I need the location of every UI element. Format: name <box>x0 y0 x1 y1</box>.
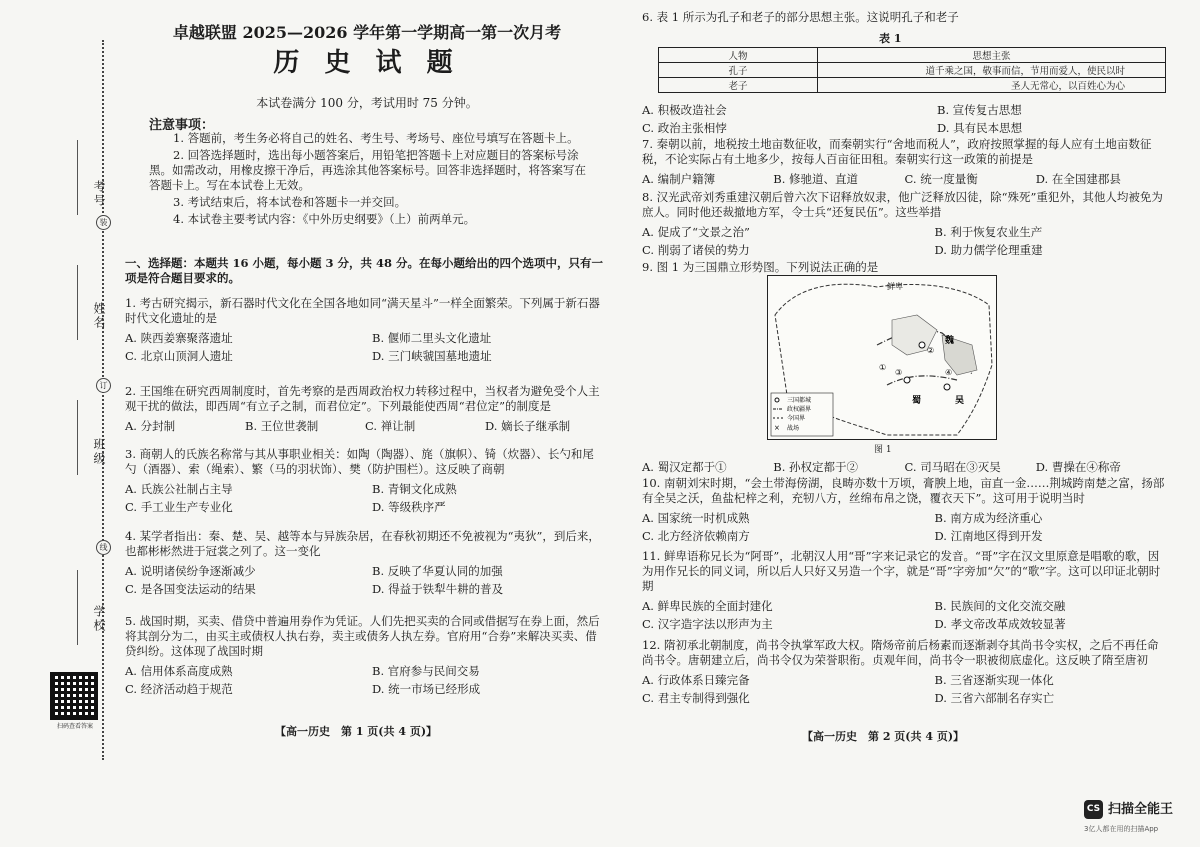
option-b[interactable]: B. 宣传复古思想 <box>937 103 1022 117</box>
notice-item: 2. 回答选择题时，选出每小题答案后，用铅笔把答题卡上对应题目的答案标号涂黑。如需改动，用橡皮擦干净后，再选涂其他答案标号。回答非选择题时，将答案写在答题卡上。写在本试卷上无效。 <box>149 148 586 192</box>
option-d[interactable]: D. 等级秩序严 <box>372 500 446 514</box>
notice-item: 3. 考试结束后，将本试卷和答题卡一并交回。 <box>173 195 407 209</box>
question-6-stem-block <box>642 10 1172 25</box>
question-stem: 11. 鲜卑语称兄长为“阿哥”，北朝汉人用“哥”字来记录它的发音。“哥”字在汉文里原意是唱歌的歌，因为用作兄长的同义词，所以后人只好又另造一个字，就是“哥”字旁加“欠”的“歌”字。这可以印证北朝时期 <box>642 549 1161 593</box>
field-label-class: 班级 <box>92 438 106 466</box>
question-7 <box>642 137 1167 188</box>
notice-title: 注意事项： <box>149 118 215 133</box>
field-rule-school <box>77 570 78 645</box>
field-rule-exam-no <box>77 140 78 215</box>
legend-border: 政权疆界 <box>787 406 812 413</box>
option-b[interactable]: B. 南方成为经济重心 <box>934 511 1043 525</box>
table-row <box>659 63 1166 78</box>
question-stem: 8. 汉光武帝刘秀重建汉朝后曾六次下诏释放奴隶，他广泛释放囚徒，除“殊死”重犯外，其他人均被免为庶人。同时他还裁撤地方军，令士兵“还复民伍”。这些举措 <box>642 190 1163 219</box>
question-stem: 6. 表 1 所示为孔子和老子的部分思想主张。这说明孔子和老子 <box>642 10 959 24</box>
option-d[interactable]: D. 嫡长子继承制 <box>485 419 571 433</box>
subject-title: 历 史 试 题 <box>273 48 461 78</box>
ideas-table <box>658 47 1166 93</box>
map-label-wu: 吴 <box>955 396 965 406</box>
map-marker-1: ① <box>879 363 887 372</box>
page-footer-1: 【高一历史 第 1 页(共 4 页)】 <box>275 725 438 738</box>
option-d[interactable]: D. 得益于铁犁牛耕的普及 <box>372 582 504 596</box>
legend-modern-border: 今国界 <box>787 415 806 422</box>
camscanner-logo-icon: CS <box>1084 800 1103 819</box>
question-1 <box>125 296 605 365</box>
question-stem: 5. 战国时期，买卖、借贷中普遍用券作为凭证。人们先把买卖的合同或借据写在券上面，然后将其剖分为二，由买主或债权人执右券，卖主或债务人执左券。官府用“合券”来解决买卖、借贷纠纷。这体现了战国时期 <box>125 614 600 658</box>
page-footer-2: 【高一历史 第 2 页(共 4 页)】 <box>802 730 965 743</box>
question-12 <box>642 638 1167 707</box>
option-c[interactable]: C. 君主专制得到强化 <box>642 691 750 705</box>
option-a[interactable]: A. 蜀汉定都于① <box>642 460 727 474</box>
question-3 <box>125 447 605 516</box>
svg-text:×: × <box>774 424 780 432</box>
section-1-title: 一、选择题：本题共 16 小题，每小题 3 分，共 48 分。在每小题给出的四个选项中，只有一项是符合题目要求的。 <box>125 256 604 285</box>
option-c[interactable]: C. 政治主张相悖 <box>642 121 727 135</box>
question-9 <box>642 260 1167 275</box>
scanner-app-name: 扫描全能王 <box>1108 802 1174 817</box>
option-a[interactable]: A. 分封制 <box>125 419 176 433</box>
legend-battlefield: 战场 <box>787 425 800 432</box>
option-a[interactable]: A. 行政体系日臻完备 <box>642 673 750 687</box>
option-d[interactable]: D. 统一市场已经形成 <box>372 682 481 696</box>
option-b[interactable]: B. 偃师二里头文化遗址 <box>372 331 492 345</box>
notice-item: 1. 答题前，考生务必将自己的姓名、考生号、考场号、座位号填写在答题卡上。 <box>173 131 579 145</box>
seal-mark-2: 订 <box>96 378 111 393</box>
map-caption: 图 1 <box>874 445 892 455</box>
question-stem: 2. 王国维在研究西周制度时，首先考察的是西周政治权力转移过程中，当权者为避免受个人主观干扰的做法，即西周“有立子之制，而君位定”。下列最能使西周“君位定”的制度是 <box>125 384 600 413</box>
option-c[interactable]: C. 禅让制 <box>365 419 416 433</box>
option-c[interactable]: C. 统一度量衡 <box>904 172 978 186</box>
option-a[interactable]: A. 国家统一时机成熟 <box>642 511 750 525</box>
table-header-person: 人物 <box>659 48 818 63</box>
question-11 <box>642 549 1167 633</box>
option-a[interactable]: A. 编制户籍簿 <box>642 172 716 186</box>
table-cell: 道千乘之国，敬事而信，节用而爱人，使民以时 <box>818 63 1166 78</box>
option-a[interactable]: A. 说明诸侯纷争逐渐减少 <box>125 564 256 578</box>
field-rule-class <box>77 400 78 475</box>
option-b[interactable]: B. 王位世袭制 <box>245 419 319 433</box>
option-d[interactable]: D. 助力儒学伦理重建 <box>934 243 1043 257</box>
option-c[interactable]: C. 削弱了诸侯的势力 <box>642 243 750 257</box>
map-marker-4: ④ <box>945 368 953 377</box>
map-label-xianbei: 鲜卑 <box>887 282 903 291</box>
answer-qr-code[interactable] <box>50 672 98 720</box>
field-rule-name <box>77 265 78 340</box>
option-b[interactable]: B. 官府参与民间交易 <box>372 664 480 678</box>
question-2 <box>125 384 605 435</box>
option-c[interactable]: C. 司马昭在③灭吴 <box>904 460 1001 474</box>
option-b[interactable]: B. 民族间的文化交流交融 <box>934 599 1066 613</box>
qr-caption: 扫码查看答案 <box>56 723 93 730</box>
option-a[interactable]: A. 积极改造社会 <box>642 103 727 117</box>
map-label-wei: 魏 <box>945 336 955 346</box>
option-d[interactable]: D. 曹操在④称帝 <box>1035 460 1121 474</box>
seal-mark-3: 线 <box>96 540 111 555</box>
option-d[interactable]: D. 在全国建郡县 <box>1035 172 1121 186</box>
question-stem: 9. 图 1 为三国鼎立形势图。下列说法正确的是 <box>642 260 879 274</box>
scanner-tagline: 3亿人都在用的扫描App <box>1084 825 1159 833</box>
option-b[interactable]: B. 三省逐渐实现一体化 <box>934 673 1054 687</box>
option-a[interactable]: A. 鲜卑民族的全面封建化 <box>642 599 773 613</box>
question-4 <box>125 529 605 598</box>
option-b[interactable]: B. 利于恢复农业生产 <box>934 225 1043 239</box>
option-a[interactable]: A. 陕西姜寨聚落遗址 <box>125 331 233 345</box>
question-stem: 7. 秦朝以前，地税按土地亩数征收，而秦朝实行“舍地而税人”，政府按照掌握的每人应有土地亩数征税，不论实际占有土地多少，按每人百亩征田租。秦朝实行这一政策的前提是 <box>642 137 1152 166</box>
table-cell: 孔子 <box>659 63 818 78</box>
table-caption: 表 1 <box>879 32 902 45</box>
question-8 <box>642 190 1167 259</box>
table-row <box>659 78 1166 93</box>
question-6-options <box>642 98 1172 137</box>
option-a[interactable]: A. 氏族公社制占主导 <box>125 482 233 496</box>
field-label-school: 学校 <box>92 605 106 633</box>
option-d[interactable]: D. 具有民本思想 <box>937 121 1023 135</box>
option-d[interactable]: D. 三省六部制名存实亡 <box>934 691 1055 705</box>
option-c[interactable]: C. 手工业生产专业化 <box>125 500 233 514</box>
scanner-watermark <box>1084 800 1194 840</box>
binding-dotted-line <box>102 40 104 760</box>
question-stem: 3. 商朝人的氏族名称常与其从事职业相关：如陶（陶器）、旄（旗帜）、锜（炊器）、长勺和尾勺（酒器）、索（绳索）、繁（马的羽状饰）、樊（防护围栏）。这反映了商朝 <box>125 447 594 476</box>
option-c[interactable]: C. 是各国变法运动的结果 <box>125 582 256 596</box>
option-c[interactable]: C. 北方经济依赖南方 <box>642 529 750 543</box>
option-d[interactable]: D. 孝文帝改革成效较显著 <box>934 617 1066 631</box>
option-b[interactable]: B. 反映了华夏认同的加强 <box>372 564 503 578</box>
option-a[interactable]: A. 信用体系高度成熟 <box>125 664 233 678</box>
option-b[interactable]: B. 孙权定都于② <box>773 460 859 474</box>
option-d[interactable]: D. 三门峡虢国墓地遗址 <box>372 349 492 363</box>
exam-title: 卓越联盟 2025—2026 学年第一学期高一第一次月考 <box>172 23 562 42</box>
table-cell: 老子 <box>659 78 818 93</box>
map-marker-2: ② <box>927 346 935 355</box>
option-b[interactable]: B. 修驰道、直道 <box>773 172 859 186</box>
question-stem: 1. 考古研究揭示，新石器时代文化在全国各地如同“满天星斗”一样全面繁荣。下列属于新石器时代文化遗址的是 <box>125 296 600 325</box>
map-label-shu: 蜀 <box>912 396 922 406</box>
field-label-name: 姓名 <box>92 302 106 330</box>
seal-mark-1: 装 <box>96 215 111 230</box>
notice-item: 4. 本试卷主要考试内容：《中外历史纲要》（上）前两单元。 <box>173 212 476 226</box>
question-9-options <box>642 455 1167 476</box>
question-stem: 4. 某学者指出：秦、楚、吴、越等本与异族杂居，在春秋初期还不免被视为“夷狄”，到后来，也都彬彬然进于冠裳之列了。这一变化 <box>125 529 600 558</box>
table-header-ideas: 思想主张 <box>818 48 1166 63</box>
question-stem: 12. 隋初承北朝制度，尚书令执掌军政大权。隋炀帝前后杨素而逐渐剥夺其尚书令实权，之后不再任命尚书令。唐朝建立后，尚书令仅为荣誉职衔。贞观年间，尚书令一职被彻底虚化。这反映了隋至唐初 <box>642 638 1159 667</box>
question-5 <box>125 614 605 698</box>
field-label-exam-no: 考号 <box>92 180 106 208</box>
three-kingdoms-map <box>767 275 997 440</box>
option-a[interactable]: A. 促成了“文景之治” <box>642 225 750 239</box>
question-stem: 10. 南朝刘宋时期，“会土带海傍湖，良畴亦数十万顷，膏腴上地，亩直一金……荆城跨南楚之富，扬部有全吴之沃，鱼盐杞梓之利，充牣八方，丝绵布帛之饶，覆衣天下”。这可用于说明当时 <box>642 476 1165 505</box>
exam-info: 本试卷满分 100 分，考试用时 75 分钟。 <box>256 96 478 110</box>
option-b[interactable]: B. 青铜文化成熟 <box>372 482 457 496</box>
option-d[interactable]: D. 江南地区得到开发 <box>934 529 1043 543</box>
table-cell: 圣人无常心，以百姓心为心 <box>818 78 1166 93</box>
binding-strip <box>55 40 130 770</box>
notice-list <box>149 131 589 229</box>
option-c[interactable]: C. 经济活动趋于规范 <box>125 682 233 696</box>
option-c[interactable]: C. 汉字造字法以形声为主 <box>642 617 773 631</box>
legend-capital: 三国都城 <box>787 397 812 404</box>
question-10 <box>642 476 1167 545</box>
option-c[interactable]: C. 北京山顶洞人遗址 <box>125 349 233 363</box>
map-marker-3: ③ <box>895 368 903 377</box>
